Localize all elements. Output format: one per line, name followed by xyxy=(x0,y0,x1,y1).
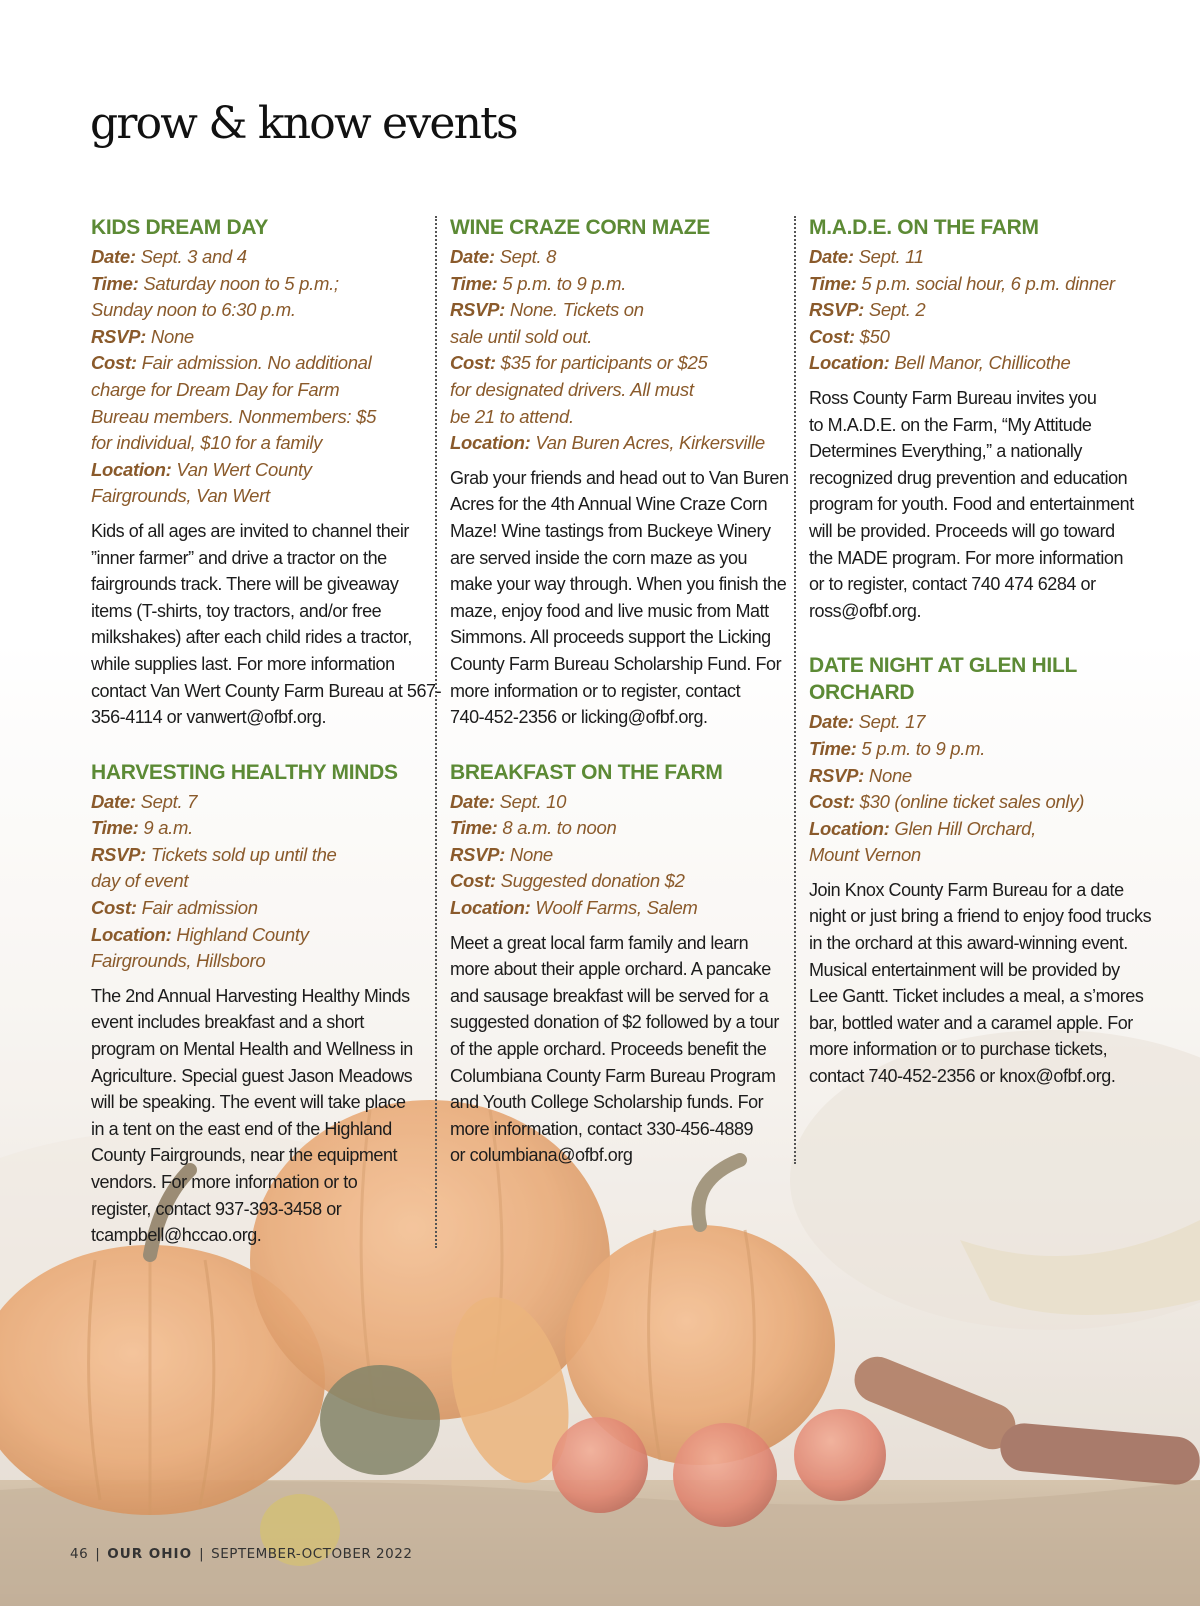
event-details: Date: Sept. 7 Time: 9 a.m. RSVP: Tickets sold up until the day of event Cost: Fair admission Location: Highland County Fairgrounds, Hillsboro xyxy=(91,790,337,972)
description-line: County Farm Bureau Scholarship Fund. For xyxy=(450,653,782,674)
description-line: ”inner farmer” and drive a tractor on the xyxy=(91,547,387,568)
event-details: Date: Sept. 3 and 4 Time: Saturday noon to 5 p.m.; Sunday noon to 6:30 p.m. RSVP: None Cost: Fair admission. No additional charge for Dream Day for Farm Bureau members. Nonmembers: $5 for individual, $10 for a family Location: Van Wert County Fairgrounds, Van Wert xyxy=(91,246,377,507)
description-line: more information or to purchase tickets, xyxy=(809,1039,1108,1060)
description-line: items (T-shirts, toy tractors, and/or free xyxy=(91,600,382,621)
event-title: HARVESTING HEALTHY MINDS xyxy=(91,760,398,784)
description-line: County Fairgrounds, near the equipment xyxy=(91,1145,398,1166)
description-line: Musical entertainment will be provided by xyxy=(809,959,1120,980)
column-divider-2 xyxy=(794,216,796,1164)
description-line: event includes breakfast and a short xyxy=(91,1012,364,1033)
description-line: Ross County Farm Bureau invites you xyxy=(809,387,1097,408)
description-line: and Youth College Scholarship funds. For xyxy=(450,1092,764,1113)
page-title: grow & know events xyxy=(90,98,517,149)
description-line: are served inside the corn maze as you xyxy=(450,547,748,568)
events-column-2 xyxy=(450,214,789,1197)
event-description xyxy=(450,930,786,1169)
description-line: while supplies last. For more information xyxy=(91,653,395,674)
event-title: DATE NIGHT AT GLEN HILL ORCHARD xyxy=(809,654,1078,705)
description-line: Join Knox County Farm Bureau for a date xyxy=(809,879,1124,900)
event-made-on-the-farm xyxy=(809,214,1154,624)
description-line: of the apple orchard. Proceeds benefit the xyxy=(450,1039,767,1060)
description-line: Grab your friends and head out to Van Buren xyxy=(450,467,789,488)
description-line: register, contact 937-393-3458 or xyxy=(91,1198,342,1219)
description-line: more information, contact 330-456-4889 xyxy=(450,1118,754,1139)
page-footer xyxy=(70,1546,412,1562)
event-description xyxy=(450,465,789,731)
description-line: more about their apple orchard. A pancake xyxy=(450,959,771,980)
description-line: program on Mental Health and Wellness in xyxy=(91,1039,413,1060)
description-line: Determines Everything,” a nationally xyxy=(809,441,1082,462)
events-column-1 xyxy=(91,214,442,1277)
event-title: BREAKFAST ON THE FARM xyxy=(450,760,723,784)
description-line: or columbiana@ofbf.org xyxy=(450,1145,633,1166)
footer-separator: | xyxy=(95,1546,101,1562)
event-title: KIDS DREAM DAY xyxy=(91,216,269,239)
footer-separator: | xyxy=(199,1546,205,1562)
description-line: Meet a great local farm family and learn xyxy=(450,932,749,953)
events-column-3 xyxy=(809,214,1154,1118)
description-line: milkshakes) after each child rides a tractor, xyxy=(91,627,412,648)
event-title: WINE CRAZE CORN MAZE xyxy=(450,216,710,239)
description-line: and sausage breakfast will be served for a xyxy=(450,985,769,1006)
description-line: program for youth. Food and entertainment xyxy=(809,494,1134,515)
description-line: more information or to register, contact xyxy=(450,680,741,701)
description-line: Agriculture. Special guest Jason Meadows xyxy=(91,1065,413,1086)
description-line: Maze! Wine tastings from Buckeye Winery xyxy=(450,520,771,541)
event-details: Date: Sept. 17 Time: 5 p.m. to 9 p.m. RSVP: None Cost: $30 (online ticket sales only) Location: Glen Hill Orchard, Mount Vernon xyxy=(809,711,1085,866)
event-harvesting-healthy-minds xyxy=(91,759,427,1249)
description-line: fairgrounds track. There will be giveaway xyxy=(91,574,399,595)
column-divider-1 xyxy=(435,216,437,1248)
description-line: maze, enjoy food and live music from Matt xyxy=(450,600,769,621)
description-line: Acres for the 4th Annual Wine Craze Corn xyxy=(450,494,768,515)
description-line: 740-452-2356 or licking@ofbf.org. xyxy=(450,707,708,728)
description-line: suggested donation of $2 followed by a tour xyxy=(450,1012,779,1033)
description-line: will be speaking. The event will take place xyxy=(91,1092,406,1113)
event-description xyxy=(91,983,427,1249)
description-line: Lee Gantt. Ticket includes a meal, a s’mores xyxy=(809,986,1144,1007)
event-title: M.A.D.E. ON THE FARM xyxy=(809,216,1039,239)
description-line: Simmons. All proceeds support the Licking xyxy=(450,627,771,648)
magazine-name: OUR OHIO xyxy=(107,1546,193,1562)
description-line: will be provided. Proceeds will go toward xyxy=(809,520,1115,541)
event-description xyxy=(809,877,1154,1090)
description-line: night or just bring a friend to enjoy food trucks xyxy=(809,906,1152,927)
event-details: Date: Sept. 11 Time: 5 p.m. social hour, 6 p.m. dinner RSVP: Sept. 2 Cost: $50 Location: Bell Manor, Chillicothe xyxy=(809,246,1115,374)
event-date-night-at-glen-hill-orchard xyxy=(809,652,1154,1089)
description-line: vendors. For more information or to xyxy=(91,1172,358,1192)
description-line: contact 740-452-2356 or knox@ofbf.org. xyxy=(809,1066,1116,1087)
description-line: bar, bottled water and a caramel apple. For xyxy=(809,1012,1133,1033)
description-line: or to register, contact 740 474 6284 or xyxy=(809,574,1096,595)
description-line: The 2nd Annual Harvesting Healthy Minds xyxy=(91,985,410,1006)
description-line: ross@ofbf.org. xyxy=(809,600,922,621)
event-description xyxy=(809,385,1154,624)
event-breakfast-on-the-farm xyxy=(450,759,786,1169)
event-kids-dream-day xyxy=(91,214,442,731)
page-number: 46 xyxy=(70,1546,89,1562)
description-line: Columbiana County Farm Bureau Program xyxy=(450,1065,776,1086)
event-details: Date: Sept. 10 Time: 8 a.m. to noon RSVP: None Cost: Suggested donation $2 Location: Woolf Farms, Salem xyxy=(450,790,698,919)
description-line: contact Van Wert County Farm Bureau at 567- xyxy=(91,680,442,701)
description-line: in the orchard at this award-winning event. xyxy=(809,933,1128,954)
description-line: make your way through. When you finish the xyxy=(450,574,787,595)
event-description xyxy=(91,518,442,731)
event-details: Date: Sept. 8 Time: 5 p.m. to 9 p.m. RSVP: None. Tickets on sale until sold out. Cost: $35 for participants or $25 for designated drivers. All must be 21 to attend. Location: Van Buren Acres, Kirkersville xyxy=(450,246,765,454)
issue-date: SEPTEMBER-OCTOBER 2022 xyxy=(211,1546,413,1562)
description-line: in a tent on the east end of the Highland xyxy=(91,1118,392,1139)
description-line: recognized drug prevention and education xyxy=(809,467,1128,488)
event-wine-craze-corn-maze xyxy=(450,214,789,731)
description-line: to M.A.D.E. on the Farm, “My Attitude xyxy=(809,414,1092,435)
description-line: 356-4114 or vanwert@ofbf.org. xyxy=(91,707,327,728)
description-line: Kids of all ages are invited to channel their xyxy=(91,520,409,541)
description-line: tcampbell@hccao.org. xyxy=(91,1225,262,1246)
description-line: the MADE program. For more information xyxy=(809,547,1124,568)
